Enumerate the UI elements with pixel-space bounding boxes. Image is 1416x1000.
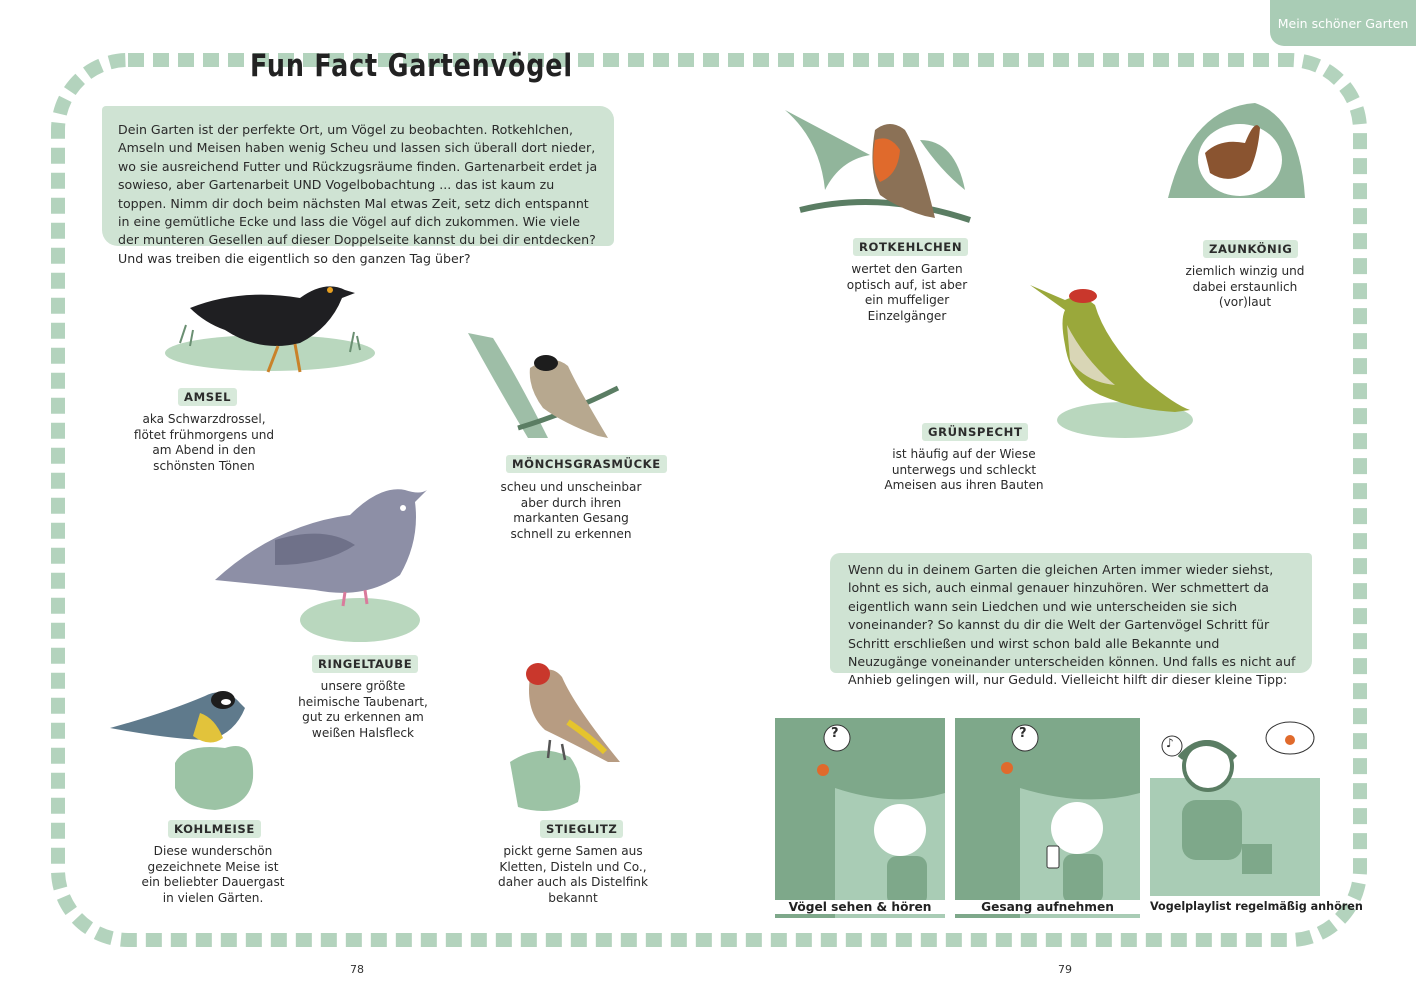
bird-name-ringeltaube: RINGELTAUBE <box>312 655 418 673</box>
tree-listening-scene-icon <box>775 718 945 918</box>
bird-desc-gruenspecht: ist häufig auf der Wiese unterwegs und schleckt Ameisen aus ihren Bauten <box>884 447 1044 493</box>
bird-name-kohlmeise: KOHLMEISE <box>168 820 261 838</box>
goldfinch-illustration <box>500 652 635 817</box>
intro-text-box: Dein Garten ist der perfekte Ort, um Vögel zu beobachten. Rotkehlchen, Amseln und Meisen haben wenig Scheu und lassen sich überall dort nieder, wo sie ausreichend Futter und Rückzugsräume finden. Gartenarbeit erdet ja sowieso, aber Gartenarbeit UND Vogelbobachtung ... das ist kaum zu toppen. Nimm dir doch beim nächsten Mal etwas Zeit, setz dich entspannt in eine gemütliche Ecke und lass die Vögel auf dich zukommen. Wie viele der munteren Gesellen auf dieser Doppelseite kannst du bei dir entdecken? Und was treiben die eigentlich so den ganzen Tag über? <box>102 106 614 246</box>
great-tit-illustration <box>105 678 275 813</box>
green-woodpecker-illustration <box>1025 270 1195 445</box>
comic-panel-2 <box>955 718 1140 918</box>
bird-desc-stieglitz: pickt gerne Samen aus Kletten, Disteln und Co., daher auch als Distelfink bekannt <box>498 844 648 905</box>
speech-bubble-1: ? <box>831 726 839 741</box>
music-bubble-3: ♪ <box>1166 736 1174 750</box>
wood-pigeon-illustration <box>205 470 440 645</box>
comic-panel-3 <box>1150 718 1363 918</box>
chapter-tab: Mein schöner Garten <box>1270 0 1416 46</box>
headphones-scene-icon <box>1150 718 1363 918</box>
blackbird-illustration <box>150 268 380 383</box>
page-number-left: 78 <box>350 963 364 976</box>
speech-bubble-2: ? <box>1019 726 1027 741</box>
wren-illustration <box>1160 98 1310 208</box>
bird-name-moenchsgrasmuecke: MÖNCHSGRASMÜCKE <box>506 455 667 473</box>
bird-desc-kohlmeise: Diese wunderschön gezeichnete Meise ist ein beliebter Dauergast in vielen Gärten. <box>141 844 285 905</box>
panel-caption-1: Vögel sehen & hören <box>775 900 945 914</box>
tree-recording-scene-icon <box>955 718 1140 918</box>
comic-panel-1 <box>775 718 945 918</box>
bird-desc-ringeltaube: unsere größte heimische Taubenart, gut zu erkennen am weißen Halsfleck <box>298 679 428 740</box>
page-number-right: 79 <box>1058 963 1072 976</box>
outro-text-box: Wenn du in deinem Garten die gleichen Arten immer wieder siehst, lohnt es sich, auch einmal genauer hinzuhören. Wer schmettert da eigentlich wann sein Liedchen und wie unterscheiden sie sich voneinander? So kannst du dir die Welt der Gartenvögel Schritt für Schritt erschließen und wirst schon bald alle Bekannte und Neuzugänge voneinander unterscheiden können. Und falls es nicht auf Anhieb gelingen will, nur Geduld. Vielleicht hilft dir dieser kleine Tipp: <box>830 553 1312 673</box>
panel-caption-3: Vogelplaylist regelmäßig anhören <box>1150 900 1363 913</box>
bird-desc-amsel: aka Schwarzdrossel, flötet frühmorgens und am Abend in den schönsten Tönen <box>133 412 275 473</box>
blackcap-illustration <box>458 328 626 448</box>
bird-name-gruenspecht: GRÜNSPECHT <box>922 423 1028 441</box>
bird-name-zaunkoenig: ZAUNKÖNIG <box>1203 240 1298 258</box>
robin-illustration <box>780 100 975 230</box>
bird-name-stieglitz: STIEGLITZ <box>540 820 623 838</box>
page-title: Fun Fact Gartenvögel <box>250 48 573 84</box>
bird-name-amsel: AMSEL <box>178 388 237 406</box>
bird-desc-rotkehlchen: wertet den Garten optisch auf, ist aber ein muffeliger Einzelgänger <box>846 262 968 323</box>
bird-desc-zaunkoenig: ziemlich winzig und dabei erstaunlich (vor)laut <box>1185 264 1305 310</box>
bird-name-rotkehlchen: ROTKEHLCHEN <box>853 238 968 256</box>
panel-caption-2: Gesang aufnehmen <box>955 900 1140 914</box>
bird-desc-moenchsgrasmuecke: scheu und unscheinbar aber durch ihren markanten Gesang schnell zu erkennen <box>500 480 642 541</box>
